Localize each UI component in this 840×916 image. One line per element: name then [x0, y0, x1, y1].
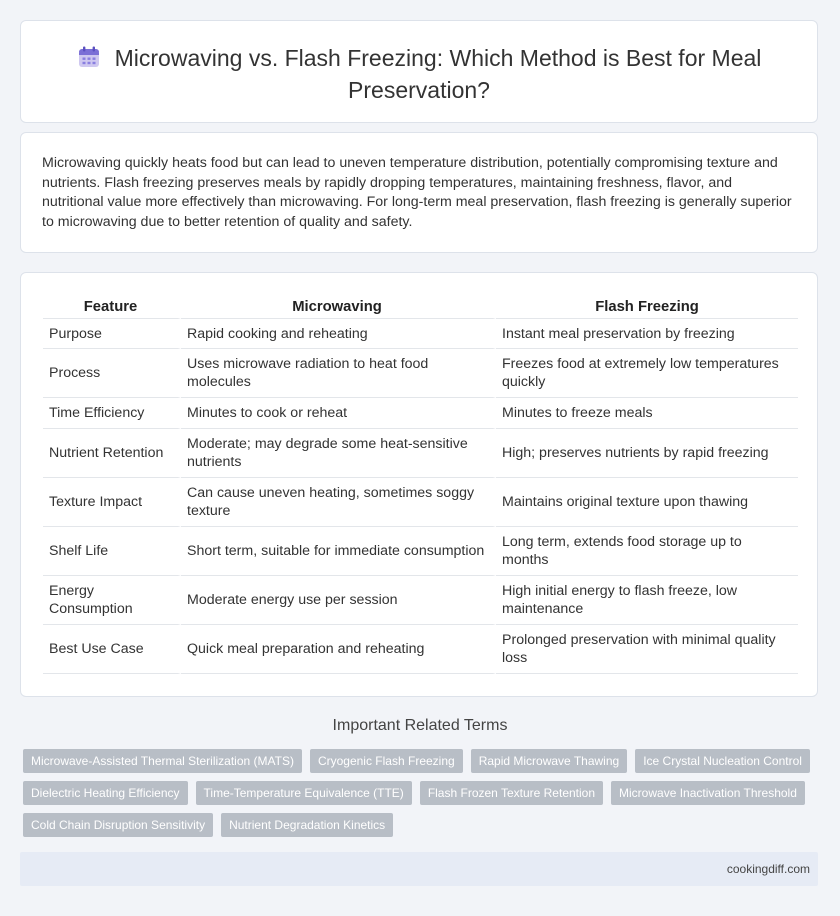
- cell-flash-freezing: Prolonged preservation with minimal quality loss: [496, 625, 798, 674]
- related-term-tag[interactable]: Cold Chain Disruption Sensitivity: [23, 813, 213, 837]
- calendar-icon: [77, 45, 101, 76]
- comparison-table: [43, 295, 798, 674]
- header-flash-freezing: Flash Freezing: [496, 295, 798, 319]
- cell-microwaving: Quick meal preparation and reheating: [181, 625, 496, 674]
- related-term-tag[interactable]: Time-Temperature Equivalence (TTE): [196, 781, 412, 805]
- footer: [20, 852, 818, 886]
- table-row: [43, 625, 798, 674]
- cell-feature: Best Use Case: [43, 625, 181, 674]
- cell-feature: Time Efficiency: [43, 398, 181, 429]
- related-term-tag[interactable]: Microwave Inactivation Threshold: [611, 781, 805, 805]
- related-term-tag[interactable]: Dielectric Heating Efficiency: [23, 781, 188, 805]
- table-row: [43, 319, 798, 349]
- cell-feature: Nutrient Retention: [43, 429, 181, 478]
- table-row: [43, 576, 798, 625]
- footer-site-link[interactable]: cookingdiff.com: [726, 862, 810, 876]
- cell-flash-freezing: Long term, extends food storage up to months: [496, 527, 798, 576]
- cell-flash-freezing: High; preserves nutrients by rapid freezing: [496, 429, 798, 478]
- cell-feature: Texture Impact: [43, 478, 181, 527]
- title-card: [20, 20, 818, 123]
- cell-microwaving: Moderate energy use per session: [181, 576, 496, 625]
- related-term-tag[interactable]: Flash Frozen Texture Retention: [420, 781, 603, 805]
- cell-flash-freezing: Maintains original texture upon thawing: [496, 478, 798, 527]
- related-term-tag[interactable]: Microwave-Assisted Thermal Sterilization (MATS): [23, 749, 302, 773]
- cell-flash-freezing: Instant meal preservation by freezing: [496, 319, 798, 349]
- related-terms-title: Important Related Terms: [332, 717, 508, 734]
- cell-feature: Purpose: [43, 319, 181, 349]
- related-term-tag[interactable]: Rapid Microwave Thawing: [471, 749, 628, 773]
- table-row: [43, 478, 798, 527]
- intro-card: [20, 132, 818, 253]
- page-title-wrap: [21, 44, 817, 105]
- cell-feature: Process: [43, 349, 181, 398]
- cell-microwaving: Rapid cooking and reheating: [181, 319, 496, 349]
- cell-microwaving: Can cause uneven heating, sometimes soggy texture: [181, 478, 496, 527]
- cell-feature: Energy Consumption: [43, 576, 181, 625]
- related-term-tag[interactable]: Cryogenic Flash Freezing: [310, 749, 463, 773]
- cell-flash-freezing: Minutes to freeze meals: [496, 398, 798, 429]
- cell-microwaving: Uses microwave radiation to heat food molecules: [181, 349, 496, 398]
- related-term-tag[interactable]: Nutrient Degradation Kinetics: [221, 813, 393, 837]
- related-terms-list: [23, 749, 813, 837]
- table-row: [43, 398, 798, 429]
- cell-microwaving: Minutes to cook or reheat: [181, 398, 496, 429]
- cell-microwaving: Moderate; may degrade some heat-sensitive nutrients: [181, 429, 496, 478]
- table-row: [43, 429, 798, 478]
- header-feature: Feature: [43, 295, 181, 319]
- related-term-tag[interactable]: Ice Crystal Nucleation Control: [635, 749, 810, 773]
- cell-microwaving: Short term, suitable for immediate consumption: [181, 527, 496, 576]
- table-row: [43, 349, 798, 398]
- page-title: Microwaving vs. Flash Freezing: Which Method is Best for Meal Preservation?: [114, 45, 762, 103]
- table-header-row: [43, 295, 798, 319]
- intro-paragraph: Microwaving quickly heats food but can lead to uneven temperature distribution, potentially compromising texture and nutrients. Flash freezing preserves meals by rapidly dropping temperatures, maintaining freshness, flavor, and nutritional value more effectively than microwaving. For long-term meal preservation, flash freezing is generally superior to microwaving due to better retention of quality and safety.: [42, 155, 792, 231]
- header-microwaving: Microwaving: [181, 295, 496, 319]
- cell-flash-freezing: Freezes food at extremely low temperatures quickly: [496, 349, 798, 398]
- cell-flash-freezing: High initial energy to flash freeze, low maintenance: [496, 576, 798, 625]
- table-row: [43, 527, 798, 576]
- comparison-card: [20, 272, 818, 697]
- cell-feature: Shelf Life: [43, 527, 181, 576]
